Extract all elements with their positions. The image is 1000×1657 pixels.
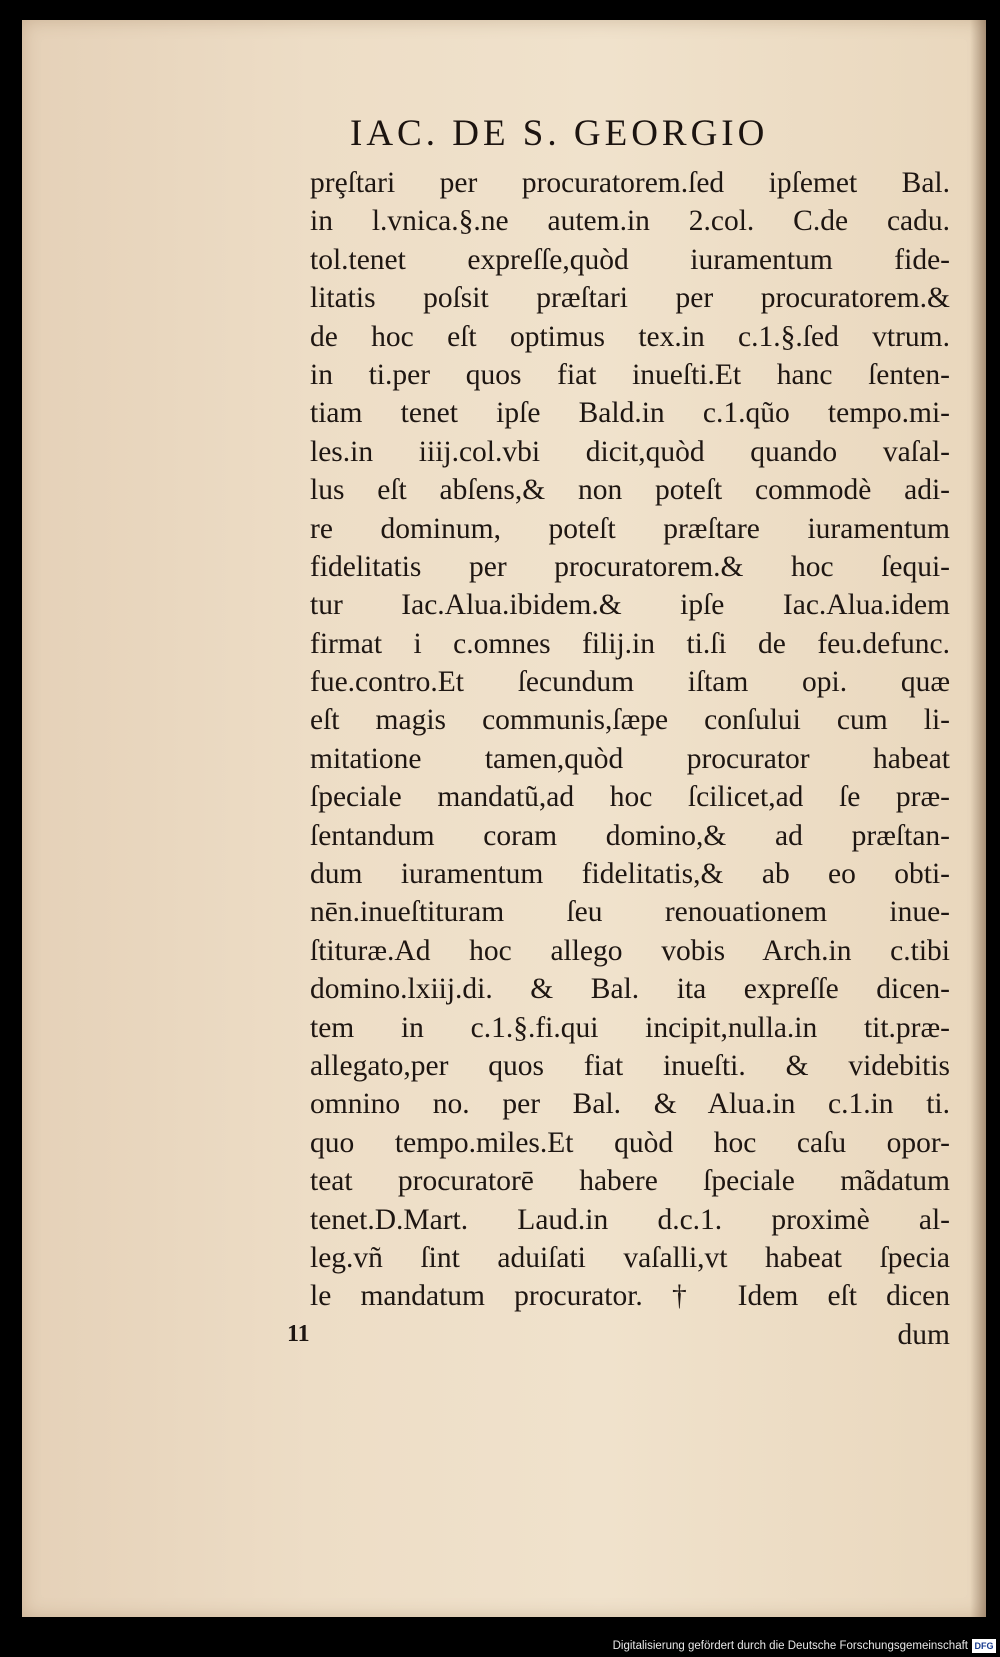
running-head: IAC. DE S. GEORGIO bbox=[350, 113, 769, 154]
footer-bar bbox=[0, 1631, 1000, 1657]
text-line: teat procuratorē habere ſpeciale mãdatum bbox=[310, 1165, 950, 1198]
text-line: domino.lxiij.di. & Bal. ita expreſſe dicen- bbox=[310, 973, 950, 1006]
text-line: tem in c.1.§.fi.qui incipit,nulla.in tit.præ- bbox=[310, 1011, 950, 1044]
text-line: fue.contro.Et ſecundum iſtam opi. quæ bbox=[310, 666, 950, 699]
page-edge-shadow bbox=[970, 20, 986, 1617]
text-line: fidelitatis per procuratorem.& hoc ſequi- bbox=[310, 550, 950, 583]
text-line: ſtituræ.Ad hoc allego vobis Arch.in c.tibi bbox=[310, 934, 950, 967]
body-text bbox=[310, 164, 950, 1354]
text-line: litatis poſsit præſtari per procuratorem.& bbox=[310, 282, 950, 315]
text-line: dum iuramentum fidelitatis,& ab eo obti- bbox=[310, 858, 950, 891]
text-line: firmat i c.omnes filij.in ti.ſi de feu.defunc. bbox=[310, 627, 950, 660]
footer-credit: Digitalisierung gefördert durch die Deutsche Forschungsgemeinschaft bbox=[612, 1640, 968, 1652]
margin-note-number: 11 bbox=[287, 1321, 310, 1347]
text-line: leg.vñ ſint aduiſati vaſalli,vt habeat ſpecia bbox=[310, 1241, 950, 1274]
text-line: prȩſtari per procuratorem.ſed ipſemet Bal. bbox=[310, 167, 950, 199]
text-line: nēn.inueſtituram ſeu renouationem inue- bbox=[310, 896, 950, 929]
text-line: tiam tenet ipſe Bald.in c.1.qũo tempo.mi- bbox=[310, 397, 950, 430]
text-line: in l.vnica.§.ne autem.in 2.col. C.de cadu. bbox=[310, 205, 950, 238]
text-line: le mandatum procurator. † Idem eſt dicen bbox=[310, 1280, 950, 1313]
text-line: ſpeciale mandatũ,ad hoc ſcilicet,ad ſe præ- bbox=[310, 781, 950, 814]
text-line: re dominum, poteſt præſtare iuramentum bbox=[310, 512, 950, 545]
text-line: quo tempo.miles.Et quòd hoc caſu opor- bbox=[310, 1126, 950, 1159]
text-line: tur Iac.Alua.ibidem.& ipſe Iac.Alua.idem bbox=[310, 589, 950, 622]
text-line: de hoc eſt optimus tex.in c.1.§.ſed vtrum. bbox=[310, 320, 950, 353]
text-line: tol.tenet expreſſe,quòd iuramentum fide- bbox=[310, 243, 950, 276]
text-line: allegato,per quos fiat inueſti. & videbitis bbox=[310, 1049, 950, 1082]
text-line: omnino no. per Bal. & Alua.in c.1.in ti. bbox=[310, 1088, 950, 1121]
catchword: dum bbox=[897, 1318, 950, 1351]
text-line: ſentandum coram domino,& ad præſtan- bbox=[310, 819, 950, 852]
text-line: tenet.D.Mart. Laud.in d.c.1. proximè al- bbox=[310, 1203, 950, 1236]
text-line: eſt magis communis,ſæpe conſului cum li- bbox=[310, 704, 950, 737]
text-line: mitatione tamen,quòd procurator habeat bbox=[310, 742, 950, 775]
text-line: in ti.per quos fiat inueſti.Et hanc ſenten- bbox=[310, 358, 950, 391]
dfg-logo-icon: DFG bbox=[972, 1639, 996, 1653]
text-line: les.in iiij.col.vbi dicit,quòd quando vaſal- bbox=[310, 435, 950, 468]
text-line: lus eſt abſens,& non poteſt commodè adi- bbox=[310, 474, 950, 507]
